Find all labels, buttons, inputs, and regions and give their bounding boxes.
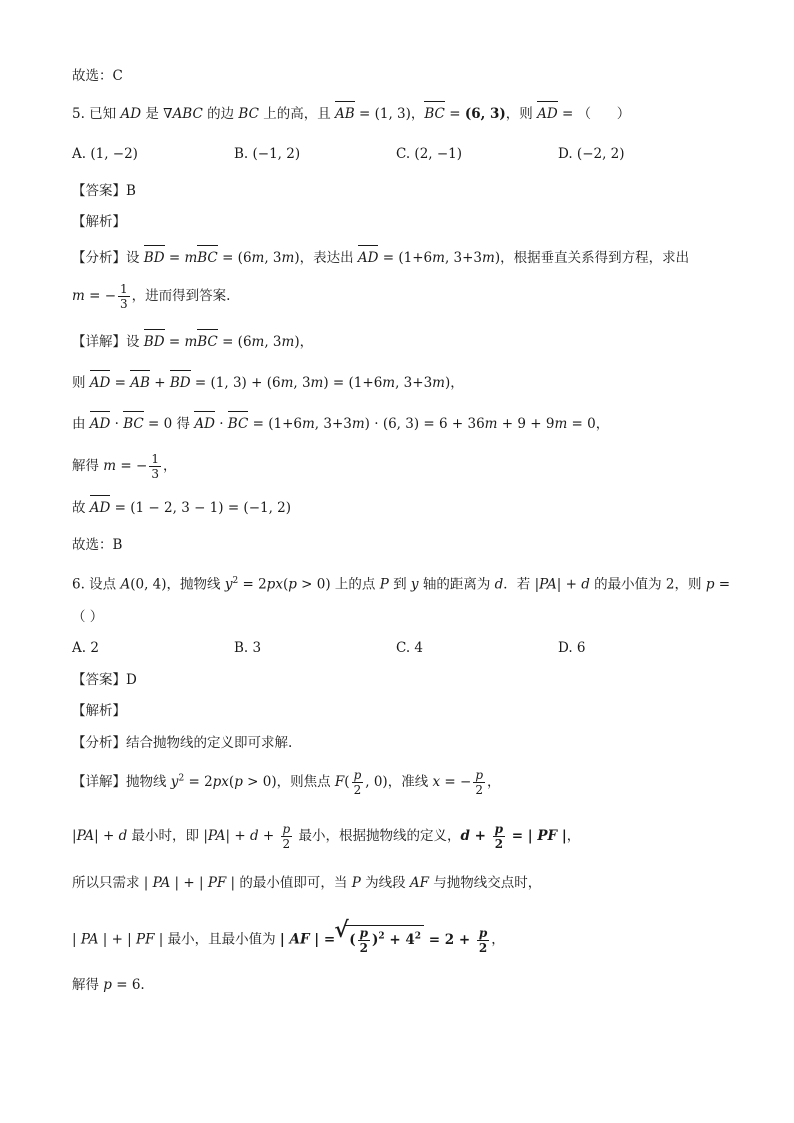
q6-jiexi-label: 【解析】	[72, 703, 126, 719]
question-6-stem: 6. 设点 A(0, 4)，抛物线 $y^2 = 2px(p > 0)$ 上的点 P 到 y 轴的距离为 d．若 |PA| + d 的最小值为 2，则 p =	[72, 576, 731, 593]
q6-detail-4: | PA | + | PF | 最小，且最小值为 | AF | =√ ( $\frac{p}{2}$ )$^2 + 4^2 = 2$ + $\frac{p}{2}$ ，	[72, 925, 505, 955]
q6-detail-5: 解得 p = 6.	[72, 977, 145, 993]
question-5-stem: 5. 已知 AD 是 ∇ABC 的边 BC 上的高，且 AB = (1, 3)，BC = (6, 3)，则 AD = （ ）	[72, 106, 631, 122]
q6-option-d: D. 6	[558, 640, 586, 656]
q5-final: 故选：B	[72, 537, 123, 553]
q6-detail-2: |PA| + d 最小时，即 |PA| + d + $\frac{p}{2}$ 最小，根据抛物线的定义，d + $\frac{p}{2}$ = | PF |，	[72, 822, 581, 851]
q5-analysis: 【分析】设 BD = mBC = (6m, 3m)，表达出 AD = (1+6m, 3+3m)，根据垂直关系得到方程，求出	[72, 250, 690, 266]
q5-detail-3: 由 AD · BC = 0 得 AD · BC = (1+6m, 3+3m) · (6, 3) = 6 + 36m + 9 + 9m = 0，	[72, 416, 610, 432]
q5-answer: 【答案】B	[72, 183, 136, 199]
q6-analysis: 【分析】结合抛物线的定义即可求解.	[72, 735, 293, 751]
q5-option-a: A. (1, −2)	[72, 146, 138, 162]
q5-detail-2: 则 AD = AB + BD = (1, 3) + (6m, 3m) = (1+6m, 3+3m)，	[72, 375, 464, 391]
q5-option-c: C. (2, −1)	[396, 146, 463, 162]
q6-detail-1: 【详解】抛物线 $y^2 = 2px(p > 0)$，则焦点 F( $\frac{p}{2}$ , 0)，准线 x = − $\frac{p}{2}$ ，	[72, 768, 501, 797]
q5-detail-4: 解得 m = − $\frac{1}{3}$ ，	[72, 452, 177, 481]
q6-option-b: B. 3	[234, 640, 262, 656]
q5-jiexi-label: 【解析】	[72, 214, 126, 230]
prev-answer-line: 故选：C	[72, 68, 123, 84]
q5-option-d: D. (−2, 2)	[558, 146, 625, 162]
q5-option-b: B. (−1, 2)	[234, 146, 301, 162]
q6-option-a: A. 2	[72, 640, 99, 656]
q6-option-c: C. 4	[396, 640, 424, 656]
q6-detail-3: 所以只需求 | PA | + | PF | 的最小值即可，当 P 为线段 AF 与抛物线交点时，	[72, 875, 542, 891]
q5-detail-5: 故 AD = (1 − 2, 3 − 1) = (−1, 2)	[72, 500, 292, 516]
q6-paren: （ ）	[72, 609, 104, 625]
q5-detail-1: 【详解】设 BD = mBC = (6m, 3m)，	[72, 334, 314, 350]
q6-answer: 【答案】D	[72, 672, 137, 688]
q5-analysis-2: m = − $\frac{1}{3}$ ，进而得到答案.	[72, 282, 231, 311]
